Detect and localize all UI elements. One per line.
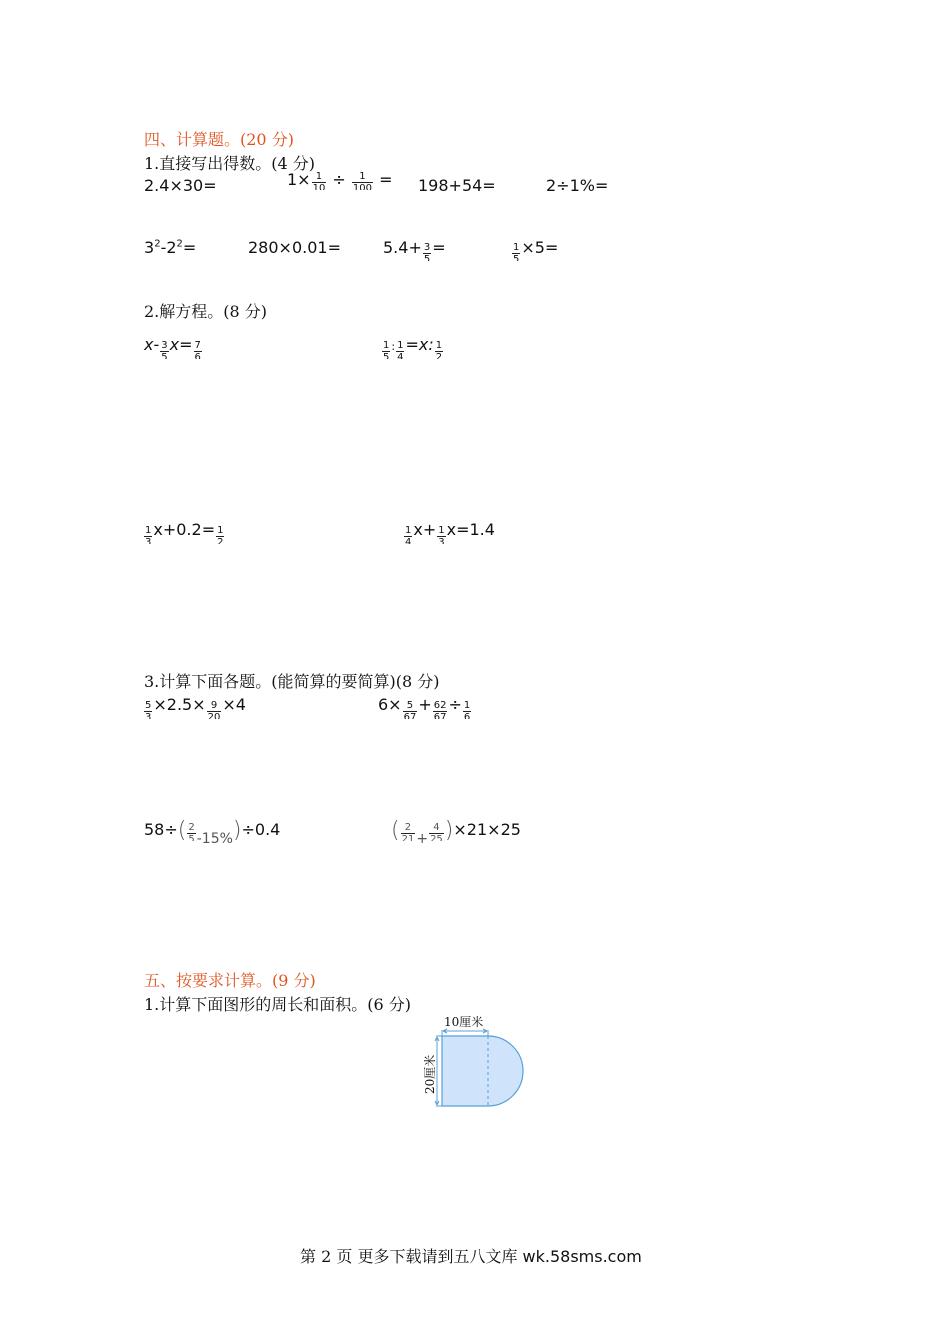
shape-diagram <box>424 1012 534 1112</box>
fraction: $\frac{1}{4}$ <box>397 340 404 359</box>
right-paren: ) <box>232 818 242 843</box>
fraction: $\frac{2}{5}$ <box>188 822 195 841</box>
q1-item-c: 198+54= <box>418 176 496 195</box>
fraction: $\frac{5}{3}$ <box>145 700 152 719</box>
fraction: $\frac{62}{67}$ <box>433 700 447 719</box>
s5-q1-title: 1.计算下面图形的周长和面积。(6 分) <box>144 995 412 1014</box>
q1-b-op: ÷ <box>332 170 346 189</box>
fraction: $\frac{3}{5}$ <box>161 340 168 359</box>
section-5-heading: 五、按要求计算。(9 分) <box>144 971 316 990</box>
fraction: $\frac{1}{4}$ <box>405 525 412 544</box>
fraction: $\frac{1}{5}$ <box>513 242 520 261</box>
fraction: $\frac{3}{5}$ <box>423 242 431 261</box>
fraction: $\frac{1}{100}$ <box>352 171 373 190</box>
equation-3: $\frac{1}{3}$ x+0.2= $\frac{1}{2}$ <box>145 520 224 544</box>
fraction: $\frac{4}{25}$ <box>430 822 443 841</box>
fraction: $\frac{1}{2}$ <box>217 525 224 544</box>
q1-item-h: $\frac{1}{5}$ ×5= <box>513 238 559 261</box>
q1-item-a: 2.4×30= <box>144 176 217 195</box>
q2-title: 2.解方程。(8 分) <box>144 302 268 321</box>
section-4-heading: 四、计算题。(20 分) <box>144 130 294 149</box>
fraction: $\frac{2}{21}$ <box>401 822 415 841</box>
footer-text: 第 2 页 更多下载请到五八文库 <box>300 1247 523 1266</box>
fraction: $\frac{5}{67}$ <box>403 700 417 719</box>
fraction: $\frac{7}{6}$ <box>194 340 201 359</box>
footer-site: wk.58sms.com <box>522 1247 642 1266</box>
rectangle-semicircle-shape <box>442 1036 523 1106</box>
expression-4: ( $\frac{2}{21}$ + $\frac{4}{25}$ )×21×25 <box>391 818 521 847</box>
expression-3: 58÷( $\frac{2}{5}$ -15%)÷0.4 <box>144 818 281 847</box>
fraction: $\frac{1}{6}$ <box>463 700 471 719</box>
fraction: $\frac{1}{3}$ <box>438 525 445 544</box>
height-label: 20厘米 <box>424 1054 437 1094</box>
width-label: 10厘米 <box>444 1015 484 1029</box>
page-footer <box>300 1244 642 1267</box>
fraction: $\frac{9}{20}$ <box>207 700 221 719</box>
expression-2: 6× $\frac{5}{67}$ + $\frac{62}{67}$ ÷ $\frac{1}{6}$ <box>378 695 471 719</box>
q1-b-post: = <box>379 170 393 189</box>
equation-2: $\frac{1}{5}$ : $\frac{1}{4}$ =x: $\frac{1}{2}$ <box>383 335 443 359</box>
left-paren: ( <box>391 818 400 843</box>
q1-item-e: $3^2-2^2=$ <box>144 238 197 257</box>
q1-item-d: 2÷1%= <box>546 176 609 195</box>
q3-title: 3.计算下面各题。(能简算的要简算)(8 分) <box>144 672 440 691</box>
left-paren: ( <box>177 818 187 843</box>
q1-item-f: 280×0.01= <box>248 238 341 257</box>
fraction: $\frac{1}{2}$ <box>435 340 443 359</box>
q1-item-g: 5.4+ $\frac{3}{5}$ = <box>383 238 446 261</box>
expression-1: $\frac{5}{3}$ ×2.5× $\frac{9}{20}$ ×4 <box>145 695 246 719</box>
fraction: $\frac{1}{10}$ <box>312 171 326 190</box>
fraction: $\frac{1}{5}$ <box>383 340 390 359</box>
q1-b-pre: 1× <box>287 170 311 189</box>
fraction: $\frac{1}{3}$ <box>145 525 152 544</box>
q1-item-b <box>287 170 393 190</box>
q1-title: 1.直接写出得数。(4 分) <box>144 154 316 173</box>
shape-figure <box>424 1012 534 1112</box>
equation-4: $\frac{1}{4}$ x+ $\frac{1}{3}$ x=1.4 <box>405 520 495 544</box>
right-paren: ) <box>444 818 454 843</box>
equation-1: x- $\frac{3}{5}$ x= $\frac{7}{6}$ <box>144 335 201 359</box>
